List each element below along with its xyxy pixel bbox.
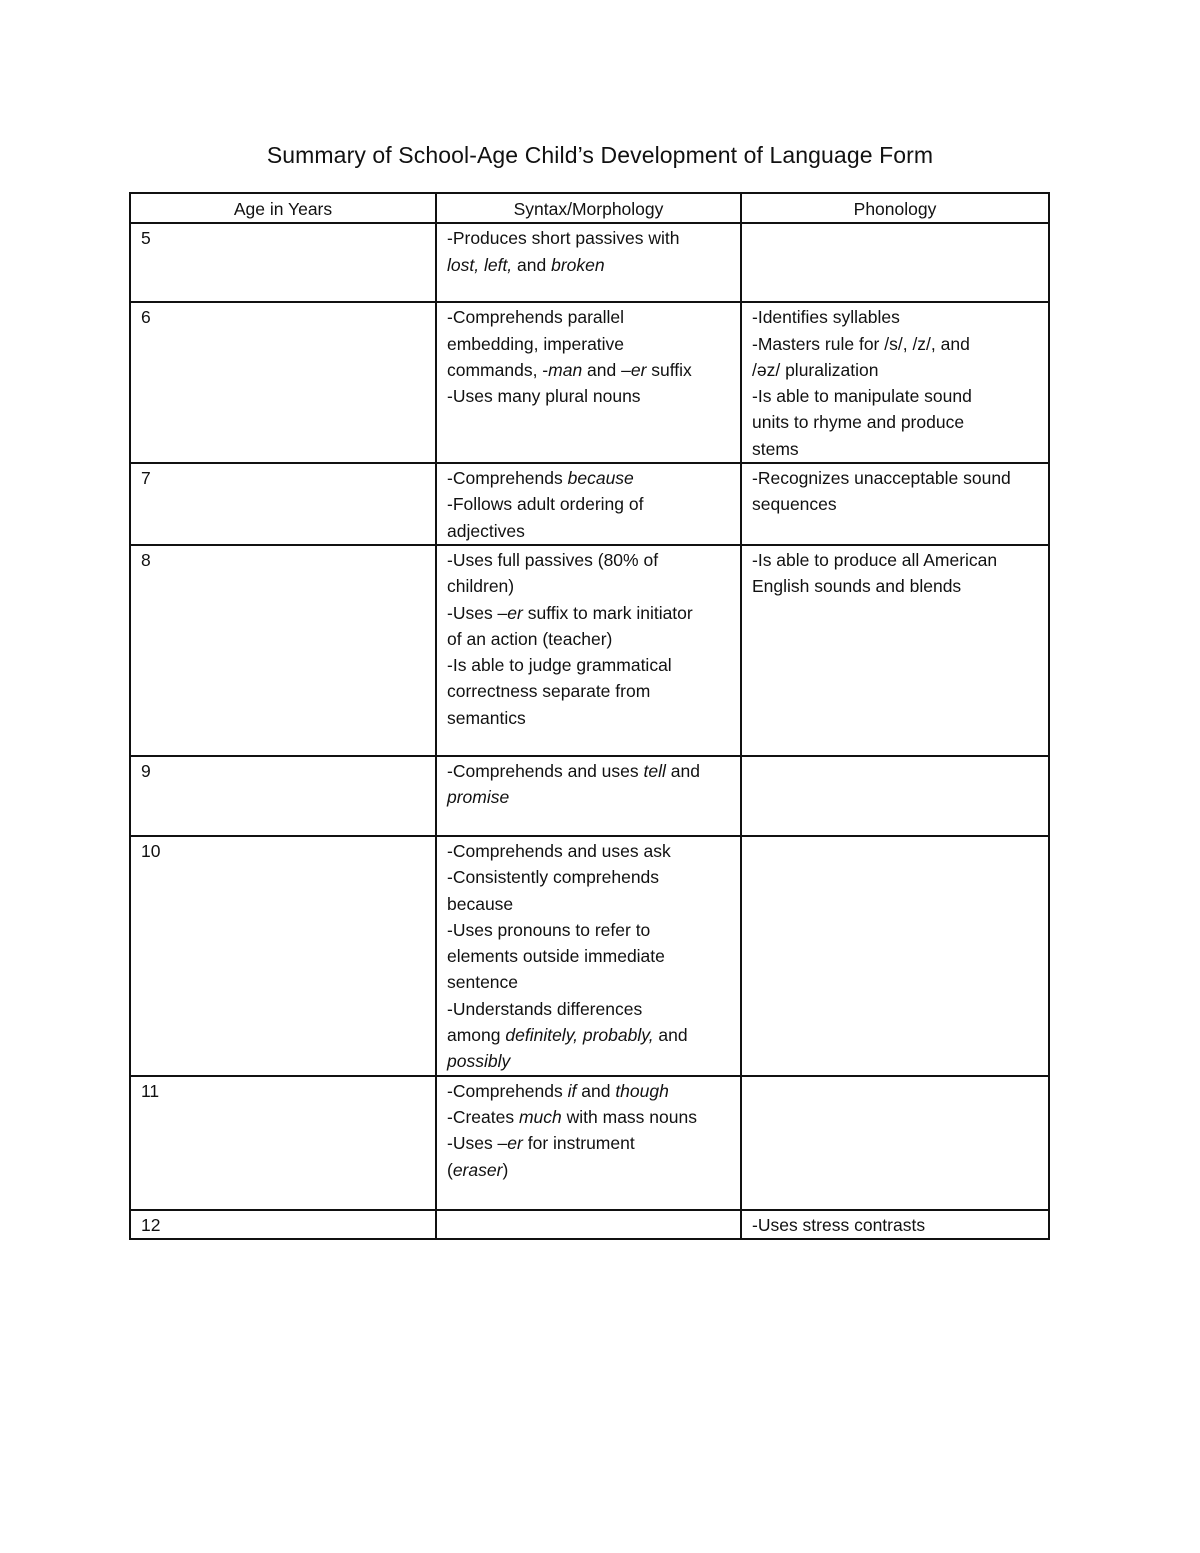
age-cell: 8 <box>130 545 436 756</box>
table-row <box>130 223 1049 302</box>
text-run: for instrument <box>522 1133 635 1154</box>
cell-line <box>447 383 730 409</box>
cell-line <box>447 838 730 864</box>
age-cell: 6 <box>130 302 436 463</box>
syntax-morphology-cell <box>436 545 741 756</box>
cell-line <box>752 491 1038 517</box>
cell-line <box>447 1048 730 1074</box>
italic-text: definitely, probably, <box>505 1025 654 1046</box>
table-header-row <box>130 193 1049 223</box>
cell-line <box>752 1212 1038 1238</box>
text-run: -Masters rule for /s/, /z/, and <box>752 333 970 354</box>
italic-text: promise <box>447 787 510 808</box>
age-cell: 10 <box>130 836 436 1076</box>
syntax-morphology-cell <box>436 1210 741 1239</box>
cell-line <box>447 969 730 995</box>
text-run: -Uses many plural nouns <box>447 386 641 407</box>
text-run: units to rhyme and produce <box>752 412 965 433</box>
cell-line <box>447 891 730 917</box>
phonology-cell <box>741 1076 1049 1210</box>
text-run: -Comprehends <box>447 1080 568 1101</box>
table-row <box>130 302 1049 463</box>
cell-line <box>447 518 730 544</box>
italic-text: er <box>630 359 647 380</box>
text-run: -Follows adult ordering of <box>447 494 644 515</box>
text-run: among <box>447 1025 506 1046</box>
text-run: commands, - <box>447 359 549 380</box>
italic-text: if <box>567 1080 577 1101</box>
text-run: -Identifies syllables <box>752 307 900 328</box>
header-age: Age in Years <box>130 193 436 223</box>
cell-line <box>447 465 730 491</box>
cell-line <box>447 943 730 969</box>
cell-line <box>752 409 1038 435</box>
text-run: -Comprehends and uses <box>447 760 644 781</box>
text-run: because <box>447 893 514 914</box>
syntax-morphology-cell <box>436 223 741 302</box>
text-run: -Is able to judge grammatical <box>447 655 672 676</box>
table-row <box>130 545 1049 756</box>
text-run: -Understands differences <box>447 998 643 1019</box>
text-run: -Uses – <box>447 602 508 623</box>
language-development-table <box>129 192 1050 1240</box>
text-run: semantics <box>447 707 526 728</box>
text-run: -Creates <box>447 1106 519 1127</box>
cell-line <box>447 1078 730 1104</box>
text-run: sequences <box>752 494 837 515</box>
text-run: suffix <box>646 359 692 380</box>
cell-line <box>447 996 730 1022</box>
syntax-morphology-cell <box>436 463 741 545</box>
text-run: -Uses stress contrasts <box>752 1214 926 1235</box>
italic-text: man <box>548 359 583 380</box>
cell-line <box>447 600 730 626</box>
cell-line <box>447 1104 730 1130</box>
table-row <box>130 463 1049 545</box>
syntax-morphology-cell <box>436 756 741 836</box>
text-run: suffix to mark initiator <box>522 602 693 623</box>
text-run: ) <box>502 1159 509 1180</box>
text-run: and <box>653 1025 688 1046</box>
text-run: and <box>512 254 552 275</box>
text-run: -Uses pronouns to refer to <box>447 919 651 940</box>
table-row <box>130 756 1049 836</box>
cell-line <box>447 573 730 599</box>
cell-line <box>447 678 730 704</box>
italic-text: though <box>615 1080 669 1101</box>
italic-text: er <box>507 602 523 623</box>
phonology-cell <box>741 463 1049 545</box>
italic-text: possibly <box>447 1051 511 1072</box>
phonology-cell <box>741 302 1049 463</box>
table-body <box>130 223 1049 1239</box>
text-run: sentence <box>447 972 519 993</box>
cell-line <box>447 784 730 810</box>
table-row <box>130 1210 1049 1239</box>
italic-text: much <box>518 1106 562 1127</box>
text-run: -Comprehends and uses ask <box>447 840 671 861</box>
cell-line <box>752 436 1038 462</box>
phonology-cell <box>741 756 1049 836</box>
cell-line <box>447 225 730 251</box>
text-run: embedding, imperative <box>447 333 625 354</box>
italic-text: broken <box>551 254 605 275</box>
syntax-morphology-cell <box>436 1076 741 1210</box>
text-run: -Recognizes unacceptable sound <box>752 468 1011 489</box>
text-run: -Is able to manipulate sound <box>752 386 972 407</box>
cell-line <box>752 304 1038 330</box>
header-syntax-morphology: Syntax/Morphology <box>436 193 741 223</box>
cell-line <box>752 465 1038 491</box>
cell-line <box>447 652 730 678</box>
cell-line <box>447 705 730 731</box>
text-run: and – <box>582 359 631 380</box>
text-run: -Comprehends <box>447 468 568 489</box>
table-row <box>130 836 1049 1076</box>
age-cell: 7 <box>130 463 436 545</box>
cell-line <box>447 626 730 652</box>
text-run: -Comprehends parallel <box>447 307 625 328</box>
table-row <box>130 1076 1049 1210</box>
text-run: ( <box>447 1159 453 1180</box>
cell-line <box>447 864 730 890</box>
cell-line <box>447 357 730 383</box>
page-title: Summary of School-Age Child’s Development of Language Form <box>266 142 934 168</box>
text-run: -Uses – <box>447 1133 508 1154</box>
phonology-cell <box>741 545 1049 756</box>
text-run: -Uses full passives (80% of <box>447 549 659 570</box>
syntax-morphology-cell <box>436 302 741 463</box>
cell-line <box>752 547 1038 573</box>
cell-line <box>447 1022 730 1048</box>
age-cell: 11 <box>130 1076 436 1210</box>
text-run: English sounds and blends <box>752 576 962 597</box>
cell-line <box>447 304 730 330</box>
italic-text: er <box>507 1133 523 1154</box>
cell-line <box>752 331 1038 357</box>
text-run: -Is able to produce all American <box>752 549 998 570</box>
text-run: with mass nouns <box>561 1106 697 1127</box>
cell-line <box>447 1130 730 1156</box>
syntax-morphology-cell <box>436 836 741 1076</box>
text-run: -Consistently comprehends <box>447 867 660 888</box>
text-run: children) <box>447 576 515 597</box>
text-run: and <box>665 760 700 781</box>
cell-line <box>752 383 1038 409</box>
cell-line <box>447 917 730 943</box>
cell-line <box>447 758 730 784</box>
header-phonology: Phonology <box>741 193 1049 223</box>
italic-text: tell <box>643 760 666 781</box>
phonology-cell <box>741 836 1049 1076</box>
cell-line <box>752 573 1038 599</box>
age-cell: 12 <box>130 1210 436 1239</box>
text-run: /əz/ pluralization <box>752 359 879 380</box>
cell-line <box>447 491 730 517</box>
cell-line <box>752 357 1038 383</box>
age-cell: 5 <box>130 223 436 302</box>
cell-line <box>447 1157 730 1183</box>
italic-text: because <box>567 468 634 489</box>
cell-line <box>447 252 730 278</box>
cell-line <box>447 547 730 573</box>
phonology-cell <box>741 223 1049 302</box>
age-cell: 9 <box>130 756 436 836</box>
italic-text: lost, left, <box>447 254 513 275</box>
text-run: of an action (teacher) <box>447 628 613 649</box>
text-run: correctness separate from <box>447 681 651 702</box>
phonology-cell <box>741 1210 1049 1239</box>
text-run: and <box>576 1080 616 1101</box>
text-run: -Produces short passives with <box>447 228 680 249</box>
cell-line <box>447 331 730 357</box>
text-run: elements outside immediate <box>447 946 665 967</box>
italic-text: eraser <box>452 1159 503 1180</box>
text-run: stems <box>752 438 799 459</box>
text-run: adjectives <box>447 520 525 541</box>
